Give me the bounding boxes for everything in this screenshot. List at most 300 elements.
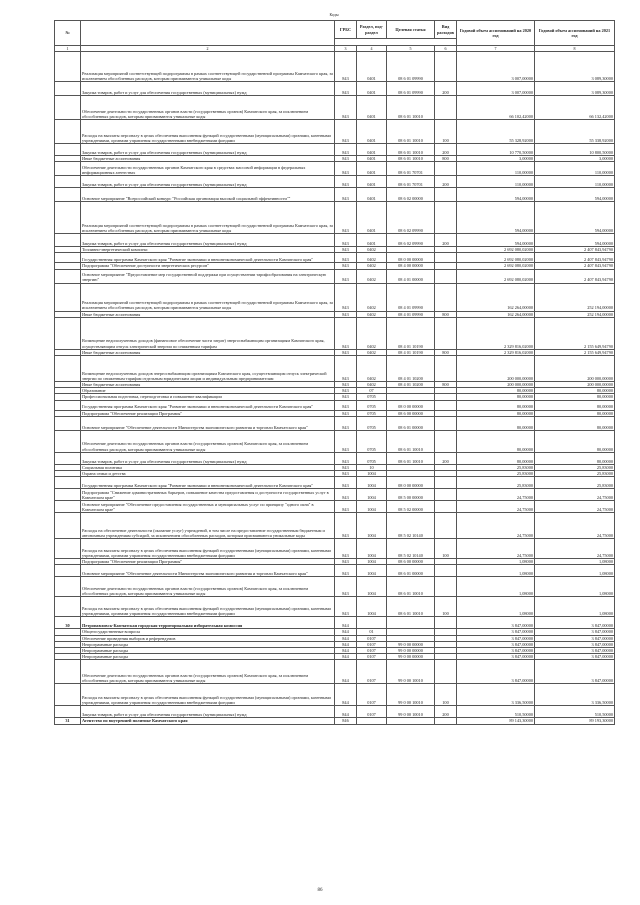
row-value-2021: 3 847,00000 <box>535 635 615 641</box>
row-value-2021: 25,83000 <box>535 477 615 489</box>
row-grbs: 844 <box>335 617 357 629</box>
row-vr: 200 <box>435 234 457 247</box>
table-row <box>55 513 615 539</box>
row-name: Закупка товаров, работ и услуг для обеспечения государственных (муниципальных) нужд <box>81 706 335 718</box>
row-value-2021: 55 338,92000 <box>535 120 615 144</box>
row-number <box>55 202 81 234</box>
row-vr <box>435 253 457 263</box>
table-row <box>55 253 615 263</box>
row-name: Государственная программа Камчатского края "Развитие экономики и внешнеэкономической деятельности Камчатского края" <box>81 253 335 263</box>
row-grbs: 843 <box>335 489 357 501</box>
row-grbs: 843 <box>335 317 357 349</box>
row-value-2021: 3 847,00000 <box>535 660 615 684</box>
row-number <box>55 253 81 263</box>
row-grbs: 844 <box>335 635 357 641</box>
row-number <box>55 234 81 247</box>
row-name: Подпрограмма "Обеспечение реализации Программы" <box>81 410 335 416</box>
row-value-2021: 2 407 843,94790 <box>535 269 615 283</box>
row-value-2021: 3 847,00000 <box>535 617 615 629</box>
table-row <box>55 430 615 452</box>
row-number <box>55 684 81 706</box>
row-number <box>55 269 81 283</box>
row-value-2020: 594,00000 <box>457 188 535 202</box>
row-grbs: 843 <box>335 416 357 430</box>
row-grbs: 843 <box>335 52 357 82</box>
row-cs: 08 4 01 09990 <box>387 283 435 311</box>
row-grbs: 843 <box>335 311 357 317</box>
row-grbs: 843 <box>335 162 357 176</box>
row-value-2021: 3 847,00000 <box>535 629 615 635</box>
row-name: Обеспечение деятельности государственных органов власти (государственных органов) Камчатского края, за исключением обособленных расходов, которым присваиваются уникальные коды <box>81 577 335 597</box>
row-value-2020: 3 847,00000 <box>457 629 535 635</box>
row-number <box>55 356 81 382</box>
row-name: Обеспечение деятельности государственных органов власти (государственных органов) Камчатского края, за исключением обособленных расходов, которым присваиваются уникальные коды <box>81 660 335 684</box>
row-cs: 99 0 00 10010 <box>387 660 435 684</box>
row-name: Топливно-энергетический комплекс <box>81 247 335 253</box>
row-razdel: 0705 <box>357 430 387 452</box>
row-name: Охрана семьи и детства <box>81 471 335 477</box>
row-grbs: 843 <box>335 82 357 96</box>
row-number <box>55 489 81 501</box>
row-value-2021: 2 155 649,94790 <box>535 349 615 355</box>
row-value-2020: 25,83000 <box>457 464 535 470</box>
row-razdel <box>357 718 387 724</box>
row-razdel: 0401 <box>357 188 387 202</box>
row-name: Непрограммные расходы <box>81 648 335 654</box>
row-name: Расходы на выплаты персоналу в целях обеспечения выполнения функций государственными (муниципальными) органами, казенными учреждениями, органами управления государственными внебюджетными фондами <box>81 539 335 559</box>
row-name: Реализация мероприятий соответствующей подпрограммы в рамках соответствующей государственной программы Камчатского края, за исключением обособленных расходов, которым присваиваются уникальные коды <box>81 283 335 311</box>
row-razdel: 1004 <box>357 539 387 559</box>
row-value-2021: 1,08000 <box>535 577 615 597</box>
row-cs: 08 6 01 09990 <box>387 82 435 96</box>
row-value-2021: 510,50000 <box>535 706 615 718</box>
row-value-2020: 1,08000 <box>457 565 535 577</box>
table-row <box>55 501 615 513</box>
row-value-2020: 3 847,00000 <box>457 660 535 684</box>
row-name: Государственная программа Камчатского края "Развитие экономики и внешнеэкономической деятельности Камчатского края" <box>81 477 335 489</box>
row-name: Основное мероприятие "Предоставление мер государственной поддержки при осуществлении тарифообразования на электрическую энергию" <box>81 269 335 283</box>
row-cs: 08 6 01 70701 <box>387 162 435 176</box>
row-grbs: 843 <box>335 263 357 269</box>
row-name: Основное мероприятие "Обеспечение деятельности Министерства экономического развития и торговли Камчатского края" <box>81 416 335 430</box>
row-value-2021: 80,00000 <box>535 394 615 400</box>
row-name: Реализация мероприятий соответствующей подпрограммы в рамках соответствующей государственной программы Камчатского края, за исключением обособленных расходов, которым присваиваются уникальные коды <box>81 202 335 234</box>
row-value-2020: 80,00000 <box>457 416 535 430</box>
row-value-2020: 2 692 080,02000 <box>457 253 535 263</box>
row-value-2020: 2 692 080,02000 <box>457 247 535 253</box>
table-row <box>55 162 615 176</box>
row-value-2021: 1,08000 <box>535 597 615 617</box>
row-name: Обеспечение деятельности государственных органов власти (государственных органов) Камчатского края, за исключением обособленных расходов, которым присваиваются уникальные коды <box>81 96 335 120</box>
row-razdel: 0705 <box>357 452 387 464</box>
row-number <box>55 162 81 176</box>
row-vr: 100 <box>435 120 457 144</box>
row-name: Закупка товаров, работ и услуг для обеспечения государственных (муниципальных) нужд <box>81 82 335 96</box>
row-grbs: 843 <box>335 501 357 513</box>
row-value-2021: 1,08000 <box>535 565 615 577</box>
row-number <box>55 416 81 430</box>
row-vr <box>435 162 457 176</box>
row-value-2021: 2 407 843,94790 <box>535 253 615 263</box>
row-name: Обеспечение деятельности государственных органов Камчатского края в средствах массовой информации в федеральных информационных агентствах <box>81 162 335 176</box>
row-cs: 08 6 01 10010 <box>387 156 435 162</box>
row-grbs: 846 <box>335 718 357 724</box>
row-value-2020: 110,00000 <box>457 162 535 176</box>
header-vr: Вид расходов <box>435 21 457 39</box>
row-vr <box>435 577 457 597</box>
row-vr <box>435 52 457 82</box>
row-value-2020: 510,50000 <box>457 706 535 718</box>
row-value-2020: 110,00000 <box>457 176 535 188</box>
row-value-2020: 1,08000 <box>457 559 535 565</box>
row-number <box>55 706 81 718</box>
row-razdel: 0402 <box>357 356 387 382</box>
row-value-2021: 80,00000 <box>535 430 615 452</box>
row-razdel: 0401 <box>357 156 387 162</box>
row-grbs: 843 <box>335 539 357 559</box>
row-cs: 08 6 02 09990 <box>387 202 435 234</box>
row-value-2021: 2 407 843,94790 <box>535 263 615 269</box>
row-name: Основное мероприятие "Всероссийский конкурс "Российская организация высокой социальной эффективности"" <box>81 188 335 202</box>
row-vr: 200 <box>435 452 457 464</box>
row-vr <box>435 416 457 430</box>
row-value-2020: 80,00000 <box>457 400 535 410</box>
row-razdel: 0705 <box>357 394 387 400</box>
row-cs: 08 0 00 00000 <box>387 253 435 263</box>
row-number <box>55 565 81 577</box>
row-number <box>55 96 81 120</box>
row-value-2021: 80,00000 <box>535 416 615 430</box>
row-name: Возмещение недополученных доходов энергоснабжающим организациям Камчатского края, осуществляющим отпуск электрической энергии по сниженным тарифам отдельным юридическим лицам и индивидуальным предпринимателям <box>81 356 335 382</box>
row-number <box>55 400 81 410</box>
row-razdel: 1004 <box>357 501 387 513</box>
row-vr: 800 <box>435 311 457 317</box>
row-name: Закупка товаров, работ и услуг для обеспечения государственных (муниципальных) нужд <box>81 234 335 247</box>
row-value-2021: 3 336,50000 <box>535 684 615 706</box>
row-cs: 08 5 02 10140 <box>387 539 435 559</box>
row-value-2020: 25,83000 <box>457 477 535 489</box>
row-grbs: 843 <box>335 565 357 577</box>
row-cs: 08 4 01 00000 <box>387 269 435 283</box>
row-vr <box>435 489 457 501</box>
row-value-2020: 25,83000 <box>457 471 535 477</box>
row-cs: 08 4 01 09990 <box>387 311 435 317</box>
table-row <box>55 269 615 283</box>
budget-table <box>54 20 615 725</box>
row-cs: 08 6 01 00000 <box>387 416 435 430</box>
row-value-2020: 24,75000 <box>457 539 535 559</box>
header-razdel: Раздел, под-раздел <box>357 21 387 39</box>
row-razdel: 0107 <box>357 641 387 647</box>
row-value-2020: 3 007,00000 <box>457 82 535 96</box>
row-razdel: 0401 <box>357 162 387 176</box>
row-grbs: 843 <box>335 513 357 539</box>
table-row <box>55 317 615 349</box>
table-row <box>55 188 615 202</box>
row-vr: 800 <box>435 382 457 388</box>
row-name: Обеспечение деятельности государственных органов власти (государственных органов) Камчатского края, за исключением обособленных расходов, которым присваиваются уникальные коды <box>81 430 335 452</box>
row-name: Расходы на выплаты персоналу в целях обеспечения выполнения функций государственными (муниципальными) органами, казенными учреждениями, органами управления государственными внебюджетными фондами <box>81 120 335 144</box>
row-cs: 08 4 01 10200 <box>387 356 435 382</box>
row-number <box>55 176 81 188</box>
row-name: Общегосударственные вопросы <box>81 629 335 635</box>
row-value-2020: 200 000,00000 <box>457 356 535 382</box>
row-value-2021: 80,00000 <box>535 452 615 464</box>
header-2020: Годовой объем ассигнований на 2020 год <box>457 21 535 46</box>
table-row <box>55 202 615 234</box>
col-num: 8 <box>535 46 615 52</box>
row-number <box>55 52 81 82</box>
row-number <box>55 577 81 597</box>
row-vr <box>435 202 457 234</box>
row-value-2020: 162 264,00000 <box>457 311 535 317</box>
row-grbs: 844 <box>335 629 357 635</box>
row-number <box>55 283 81 311</box>
row-value-2020: 3 336,50000 <box>457 684 535 706</box>
row-grbs: 843 <box>335 464 357 470</box>
row-value-2020: 80,00000 <box>457 430 535 452</box>
row-name: Профессиональная подготовка, переподготовка и повышение квалификации <box>81 394 335 400</box>
row-value-2020: 3 847,00000 <box>457 654 535 660</box>
row-razdel: 0402 <box>357 382 387 388</box>
row-razdel: 0705 <box>357 410 387 416</box>
row-cs: 99 0 00 00000 <box>387 648 435 654</box>
row-value-2021: 25,83000 <box>535 464 615 470</box>
row-name: Закупка товаров, работ и услуг для обеспечения государственных (муниципальных) нужд <box>81 144 335 156</box>
row-value-2020: 594,00000 <box>457 202 535 234</box>
row-grbs: 843 <box>335 253 357 263</box>
row-vr: 200 <box>435 176 457 188</box>
row-name: Закупка товаров, работ и услуг для обеспечения государственных (муниципальных) нужд <box>81 452 335 464</box>
row-vr <box>435 356 457 382</box>
row-vr: 200 <box>435 82 457 96</box>
row-cs: 99 0 00 10010 <box>387 684 435 706</box>
row-number <box>55 477 81 489</box>
table-row <box>55 539 615 559</box>
row-value-2021: 200 000,00000 <box>535 356 615 382</box>
table-body <box>55 52 615 725</box>
codes-caption: Коды <box>329 12 339 17</box>
row-grbs: 843 <box>335 430 357 452</box>
row-razdel: 0402 <box>357 263 387 269</box>
table-header-row <box>55 21 615 39</box>
row-vr: 200 <box>435 144 457 156</box>
row-name: Иные бюджетные ассигнования <box>81 311 335 317</box>
row-name: Реализация мероприятий соответствующей подпрограммы в рамках соответствующей государственной программы Камчатского края, за исключением обособленных расходов, которым присваиваются уникальные коды <box>81 52 335 82</box>
row-vr <box>435 565 457 577</box>
table-row <box>55 96 615 120</box>
row-name: Социальная политика <box>81 464 335 470</box>
row-razdel: 1004 <box>357 513 387 539</box>
row-razdel: 0107 <box>357 648 387 654</box>
row-cs: 08 5 00 00000 <box>387 489 435 501</box>
row-vr: 800 <box>435 156 457 162</box>
table-row <box>55 283 615 311</box>
row-cs: 08 4 00 00000 <box>387 263 435 269</box>
row-razdel: 07 <box>357 388 387 394</box>
row-value-2020: 80,00000 <box>457 394 535 400</box>
row-grbs: 843 <box>335 202 357 234</box>
row-name: Основное мероприятие "Обеспечение деятельности Министерства экономического развития и торговли Камчатского края" <box>81 565 335 577</box>
table-row <box>55 120 615 144</box>
row-cs: 08 5 02 00000 <box>387 501 435 513</box>
row-number <box>55 513 81 539</box>
row-name: Агентство по внутренней политике Камчатского края <box>81 718 335 724</box>
row-value-2021: 110,00000 <box>535 162 615 176</box>
row-vr: 800 <box>435 349 457 355</box>
row-number <box>55 430 81 452</box>
col-num: 6 <box>435 46 457 52</box>
row-name: Иные бюджетные ассигнования <box>81 156 335 162</box>
row-razdel: 0107 <box>357 654 387 660</box>
row-grbs: 844 <box>335 648 357 654</box>
row-razdel: 1004 <box>357 471 387 477</box>
row-name: Возмещение недополученных доходов (финансовое обеспечение части затрат) энергоснабжающим организациям Камчатского края, осуществляющим отпуск электрической энергии по сниженным тарифам <box>81 317 335 349</box>
col-num: 5 <box>387 46 435 52</box>
row-cs: 08 6 02 09990 <box>387 234 435 247</box>
row-cs: 08 6 00 00000 <box>387 559 435 565</box>
row-cs: 08 6 01 10010 <box>387 144 435 156</box>
table-row <box>55 577 615 597</box>
row-grbs: 843 <box>335 349 357 355</box>
row-value-2021: 3 089,30000 <box>535 52 615 82</box>
row-cs: 08 6 02 00000 <box>387 188 435 202</box>
row-vr: 100 <box>435 597 457 617</box>
row-cs: 08 5 02 10140 <box>387 513 435 539</box>
row-cs: 08 6 01 10010 <box>387 452 435 464</box>
row-vr <box>435 96 457 120</box>
row-number <box>55 144 81 156</box>
row-value-2021: 66 132,42000 <box>535 96 615 120</box>
row-vr <box>435 283 457 311</box>
row-cs: 08 6 01 09990 <box>387 52 435 82</box>
row-number <box>55 539 81 559</box>
row-grbs: 843 <box>335 452 357 464</box>
header-cs: Целевая статья <box>387 21 435 39</box>
row-value-2020: 1,08000 <box>457 597 535 617</box>
row-name: Иные бюджетные ассигнования <box>81 349 335 355</box>
table-row <box>55 718 615 724</box>
table-row <box>55 489 615 501</box>
row-vr <box>435 513 457 539</box>
row-razdel: 0705 <box>357 400 387 410</box>
row-value-2020: 3 847,00000 <box>457 635 535 641</box>
row-grbs: 843 <box>335 477 357 489</box>
row-grbs: 843 <box>335 577 357 597</box>
row-grbs: 843 <box>335 471 357 477</box>
row-vr: 100 <box>435 539 457 559</box>
row-vr <box>435 660 457 684</box>
table-row <box>55 597 615 617</box>
row-vr: 100 <box>435 684 457 706</box>
row-name: Петропавловск-Камчатская городская территориальная избирательная комиссия <box>81 617 335 629</box>
row-name: Закупка товаров, работ и услуг для обеспечения государственных (муниципальных) нужд <box>81 176 335 188</box>
table-row <box>55 684 615 706</box>
row-vr: 200 <box>435 706 457 718</box>
row-value-2020: 80,00000 <box>457 452 535 464</box>
row-razdel: 01 <box>357 629 387 635</box>
header-2021: Годовой объем ассигнований на 2021 год <box>535 21 615 46</box>
row-value-2021: 3,00000 <box>535 156 615 162</box>
row-grbs: 843 <box>335 382 357 388</box>
table-row <box>55 176 615 188</box>
row-grbs: 843 <box>335 400 357 410</box>
row-razdel: 1004 <box>357 559 387 565</box>
row-value-2020: 66 102,42000 <box>457 96 535 120</box>
row-razdel: 0401 <box>357 202 387 234</box>
row-value-2021: 80,00000 <box>535 410 615 416</box>
row-name: Непрограммные расходы <box>81 654 335 660</box>
row-cs <box>387 718 435 724</box>
row-value-2021: 25,83000 <box>535 471 615 477</box>
page-number: 86 <box>317 888 323 893</box>
row-value-2020: 3 847,00000 <box>457 617 535 629</box>
row-razdel: 0402 <box>357 247 387 253</box>
row-grbs: 843 <box>335 269 357 283</box>
row-cs: 08 4 01 10190 <box>387 317 435 349</box>
table-row <box>55 660 615 684</box>
row-razdel: 0401 <box>357 120 387 144</box>
row-razdel: 0402 <box>357 253 387 263</box>
row-value-2020: 10 770,50000 <box>457 144 535 156</box>
row-value-2021: 80,00000 <box>535 400 615 410</box>
table-row <box>55 82 615 96</box>
table-row <box>55 565 615 577</box>
row-value-2021: 3 089,30000 <box>535 82 615 96</box>
row-grbs: 843 <box>335 188 357 202</box>
row-grbs: 843 <box>335 234 357 247</box>
row-value-2021: 594,00000 <box>535 202 615 234</box>
row-razdel: 0107 <box>357 660 387 684</box>
row-razdel: 0401 <box>357 52 387 82</box>
row-grbs: 844 <box>335 654 357 660</box>
row-number <box>55 317 81 349</box>
row-vr <box>435 617 457 629</box>
header-grbs: ГРБС <box>335 21 357 39</box>
row-razdel: 0402 <box>357 269 387 283</box>
row-value-2021: 200 000,00000 <box>535 382 615 388</box>
row-cs: 08 6 01 10010 <box>387 430 435 452</box>
row-value-2020: 2 692 080,02000 <box>457 263 535 269</box>
row-value-2021: 3 847,00000 <box>535 641 615 647</box>
row-value-2020: 594,00000 <box>457 234 535 247</box>
table-row <box>55 400 615 410</box>
row-cs: 08 6 01 10010 <box>387 120 435 144</box>
row-number <box>55 660 81 684</box>
row-grbs: 843 <box>335 120 357 144</box>
table-row <box>55 144 615 156</box>
row-value-2020: 2 329 816,02000 <box>457 317 535 349</box>
row-value-2020: 55 328,92000 <box>457 120 535 144</box>
row-cs: 08 6 00 00000 <box>387 410 435 416</box>
row-number <box>55 452 81 464</box>
row-cs: 08 0 00 00000 <box>387 400 435 410</box>
row-value-2021: 24,75000 <box>535 539 615 559</box>
row-grbs: 843 <box>335 388 357 394</box>
row-grbs: 843 <box>335 597 357 617</box>
table-row <box>55 356 615 382</box>
row-name: Подпрограмма "Снижение административных барьеров, повышение качества предоставления и доступности государственных услуг в Камчатском крае" <box>81 489 335 501</box>
row-name: Подпрограмма "Обеспечение реализации Программы" <box>81 559 335 565</box>
row-value-2020: 24,75000 <box>457 489 535 501</box>
table-row <box>55 234 615 247</box>
row-razdel: 0107 <box>357 684 387 706</box>
row-name: Основное мероприятие "Обеспечение предоставления государственных и муниципальных услуг по принципу "одного окна" в Камчатском крае" <box>81 501 335 513</box>
row-grbs: 843 <box>335 283 357 311</box>
row-cs: 08 6 01 10010 <box>387 597 435 617</box>
row-value-2021: 89 193,30000 <box>535 718 615 724</box>
row-cs: 08 4 01 10190 <box>387 349 435 355</box>
